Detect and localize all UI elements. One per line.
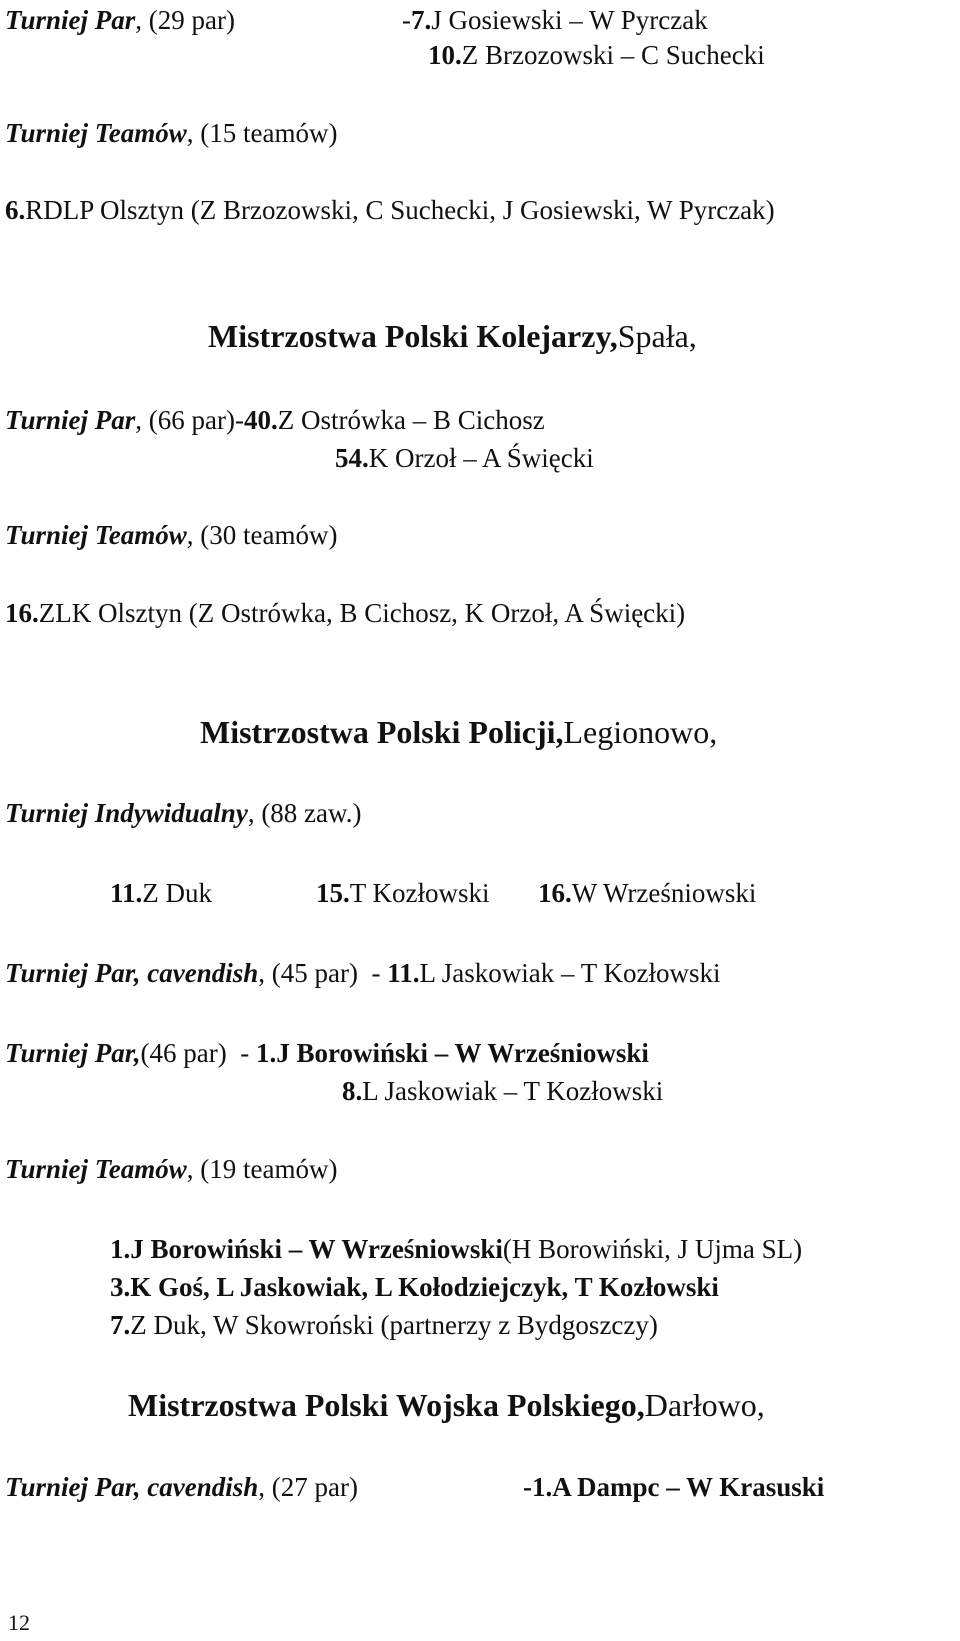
pairs-result-line (5, 3, 235, 37)
cavendish-heading: Turniej Par, cavendish, (27 par) (5, 1472, 358, 1502)
teams-heading: Turniej Teamów, (30 teamów) (5, 520, 338, 550)
pairs-result-line: Turniej Par,(46 par) - 1.J Borowiński – W Wrześniowski (5, 1038, 649, 1068)
pairs-result-2: 8.L Jaskowiak – T Kozłowski (342, 1076, 664, 1106)
pairs-result-2: 10.Z Brzozowski – C Suchecki (428, 40, 765, 70)
teams-heading: Turniej Teamów, (19 teamów) (5, 1154, 338, 1184)
individual-result-3: 16.W Wrześniowski (538, 878, 757, 908)
page-number: 12 (8, 1610, 30, 1635)
teams-result-1: 1.J Borowiński – W Wrześniowski(H Borowiński, J Ujma SL) (110, 1234, 803, 1264)
championship-heading-police: Mistrzostwa Polski Policji,Legionowo, (200, 714, 718, 750)
cavendish-result-1: -1.A Dampc – W Krasuski (523, 1472, 825, 1502)
individual-result-2: 15.T Kozłowski (316, 878, 490, 908)
championship-heading-army: Mistrzostwa Polski Wojska Polskiego,Darłowo, (128, 1387, 765, 1423)
pairs-result-line: Turniej Par, (66 par)-40.Z Ostrówka – B Cichosz (5, 405, 545, 435)
pairs-heading: Turniej Par, (29 par) (5, 5, 235, 35)
teams-heading: Turniej Teamów, (15 teamów) (5, 118, 338, 148)
teams-result-2: 3.K Goś, L Jaskowiak, L Kołodziejczyk, T Kozłowski (110, 1272, 719, 1302)
championship-heading-railway: Mistrzostwa Polski Kolejarzy,Spała, (208, 318, 697, 354)
pairs-result-2: 54.K Orzoł – A Święcki (335, 443, 594, 473)
cavendish-result-line: Turniej Par, cavendish, (45 par) - 11.L Jaskowiak – T Kozłowski (5, 958, 721, 988)
individual-heading: Turniej Indywidualny, (88 zaw.) (5, 798, 362, 828)
teams-result-1: 16.ZLK Olsztyn (Z Ostrówka, B Cichosz, K Orzoł, A Święcki) (5, 598, 686, 628)
individual-result-1: 11.Z Duk (110, 878, 213, 908)
teams-result-3: 7.Z Duk, W Skowroński (partnerzy z Bydgoszczy) (110, 1310, 658, 1340)
teams-result-1: 6.RDLP Olsztyn (Z Brzozowski, C Suchecki, J Gosiewski, W Pyrczak) (5, 195, 775, 225)
pairs-result-1: -7.J Gosiewski – W Pyrczak (402, 5, 708, 35)
